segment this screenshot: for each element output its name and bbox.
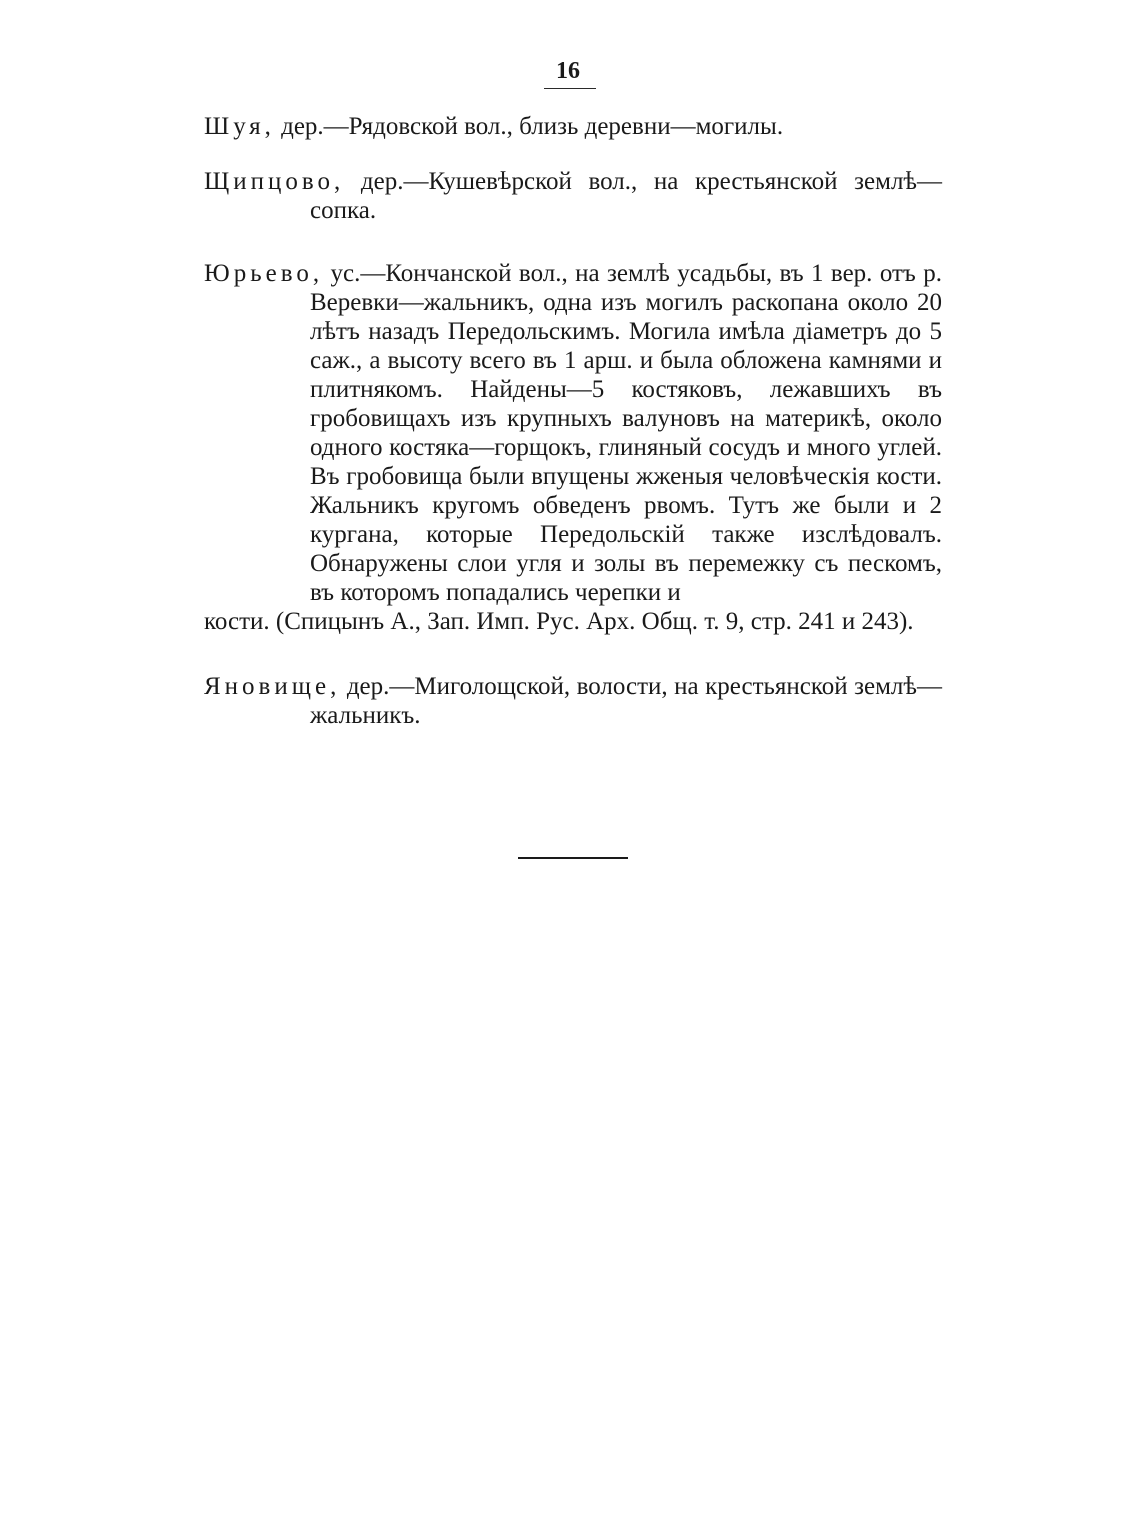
- entry-shchiptsovo: [204, 167, 942, 225]
- entry-yanovishche: [204, 672, 942, 730]
- section-end-rule: [518, 857, 628, 859]
- entry-headword: Шуя,: [204, 113, 275, 140]
- entry-yurevo: [204, 259, 942, 636]
- entry-text: дер.—Миголощской, волости, на крестьянской землѣ—жальникъ.: [310, 673, 942, 729]
- entry-text: дер.—Кушевѣрской вол., на крестьянской землѣ—сопка.: [310, 168, 942, 224]
- entry-headword: Яновище,: [204, 673, 341, 700]
- page-number-underline: [544, 88, 596, 89]
- page-number: 16: [556, 58, 580, 84]
- entry-text: дер.—Рядовской вол., близь деревни—могилы.: [274, 113, 784, 140]
- gazetteer-entries: [204, 112, 942, 756]
- entry-shuya: [204, 112, 942, 141]
- entry-headword: Юрьево,: [204, 260, 324, 287]
- entry-headword: Щипцово,: [204, 168, 345, 195]
- entry-text-final-line: кости. (Спицынъ А., Зап. Имп. Рус. Арх. Общ. т. 9, стр. 241 и 243).: [204, 608, 914, 635]
- entry-text: ус.—Кончанской вол., на землѣ усадьбы, въ 1 вер. отъ р. Веревки—жальникъ, одна изъ могилъ раскопана около 20 лѣтъ назадъ Передольскимъ. Могила имѣла діаметръ до 5 саж., а высоту всего въ 1 арш. и была обложена камнями и плитнякомъ. Найдены—5 костяковъ, лежавшихъ въ гробовищахъ изъ крупныхъ валуновъ на материкѣ, около одного костяка—горщокъ, глиняный сосудъ и много углей. Въ гробовища были впущены жженыя человѣческія кости. Жальникъ кругомъ обведенъ рвомъ. Тутъ же были и 2 кургана, которые Передольскій также изслѣдовалъ. Обнаружены слои угля и золы въ перемежку съ пескомъ, въ которомъ попадались черепки и: [310, 260, 942, 606]
